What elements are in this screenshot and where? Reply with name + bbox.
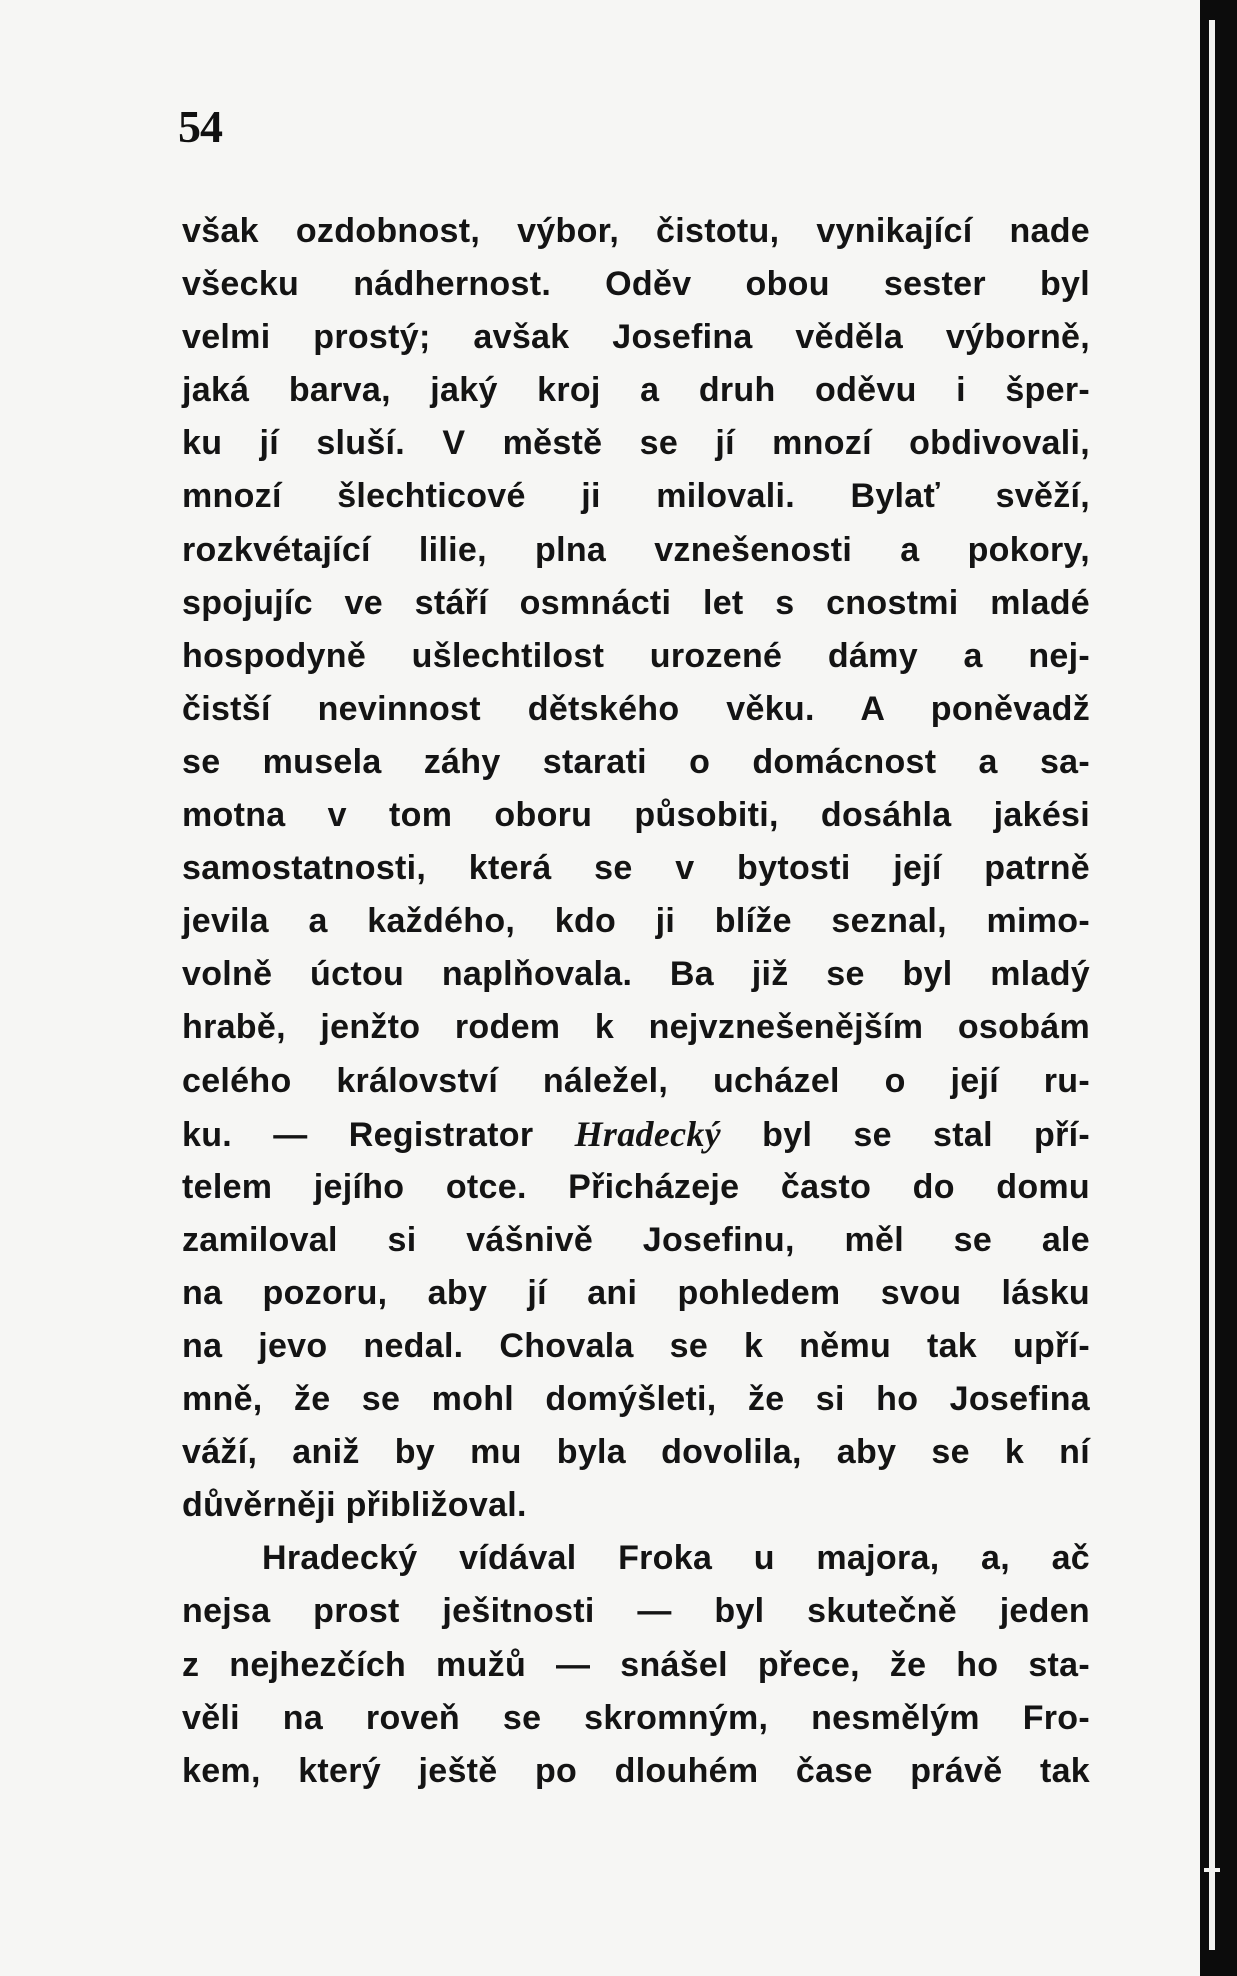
text-line: hrabě, jenžto rodem k nejvznešenějším osobám <box>182 1008 1090 1047</box>
text-line: ku jí sluší. V městě se jí mnozí obdivovali, <box>182 424 1090 463</box>
scan-edge-line <box>1209 20 1215 1950</box>
text-line: na pozoru, aby jí ani pohledem svou lásku <box>182 1273 1090 1312</box>
text-line: celého království náležel, ucházel o její ru- <box>182 1061 1090 1100</box>
text-line: telem jejího otce. Přicházeje často do domu <box>182 1167 1090 1206</box>
text-line: zamiloval si vášnivě Josefinu, měl se ale <box>182 1220 1090 1259</box>
text-line: čistší nevinnost dětského věku. A poněvadž <box>182 689 1090 728</box>
text-line: nejsa prost ješitnosti — byl skutečně jeden <box>182 1592 1090 1631</box>
text-line: však ozdobnost, výbor, čistotu, vynikající nade <box>182 212 1090 250</box>
text-line: spojujíc ve stáří osmnácti let s cnostmi mladé <box>182 583 1090 622</box>
text-line: se musela záhy starati o domácnost a sa- <box>182 742 1090 781</box>
text-line: váží, aniž by mu byla dovolila, aby se k ní <box>182 1433 1090 1472</box>
text-line-emphasis <box>182 1108 1090 1161</box>
text-line: mně, že se mohl domýšleti, že si ho Josefina <box>182 1380 1090 1419</box>
text-line: motna v tom oboru působiti, dosáhla jakési <box>182 796 1090 835</box>
text-line: na jevo nedal. Chovala se k němu tak upří- <box>182 1326 1090 1365</box>
emphasized-name: Hradecký <box>574 1113 721 1154</box>
body-text <box>182 205 1090 1798</box>
paragraph-start-line: Hradecký vídával Froka u majora, a, ač <box>262 1539 1090 1578</box>
text-line: jaká barva, jaký kroj a druh oděvu i šper- <box>182 371 1090 410</box>
page-number: 54 <box>178 101 222 152</box>
text-line: všecku nádhernost. Oděv obou sester byl <box>182 265 1090 304</box>
text-line: věli na roveň se skromným, nesmělým Fro- <box>182 1698 1090 1737</box>
text-line: mnozí šlechticové ji milovali. Bylať svěží, <box>182 477 1090 516</box>
paragraph-end-line: důvěrněji přibližoval. <box>182 1486 527 1525</box>
text-segment: byl se stal pří- <box>720 1115 1090 1154</box>
text-line: volně úctou naplňovala. Ba již se byl mladý <box>182 955 1090 994</box>
scan-edge <box>1200 0 1237 1976</box>
text-line: hospodyně ušlechtilost urozené dámy a nej- <box>182 636 1090 675</box>
text-line: z nejhezčích mužů — snášel přece, že ho sta- <box>182 1645 1090 1684</box>
text-line: samostatnosti, která se v bytosti její patrně <box>182 849 1090 888</box>
text-line: rozkvétající lilie, plna vznešenosti a pokory, <box>182 530 1090 569</box>
text-line: velmi prostý; avšak Josefina věděla výborně, <box>182 318 1090 357</box>
text-line: jevila a každého, kdo ji blíže seznal, mimo- <box>182 902 1090 941</box>
text-segment: ku. — Registrator <box>182 1115 575 1154</box>
scan-edge-mark <box>1204 1868 1220 1872</box>
text-line: kem, který ještě po dlouhém čase právě tak <box>182 1751 1090 1790</box>
